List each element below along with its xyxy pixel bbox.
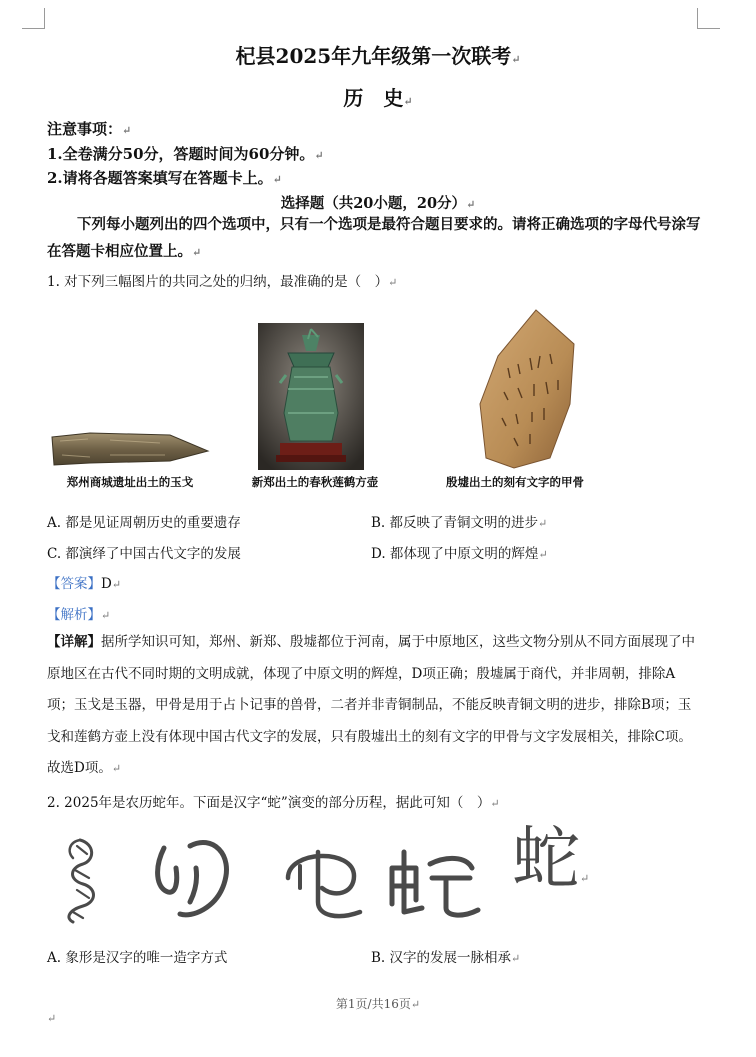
notice-item-2: 2.请将各题答案填写在答题卡上。↵ xyxy=(47,169,282,187)
snake-glyph-bronze xyxy=(150,828,240,928)
snake-glyph-clerical xyxy=(386,838,486,923)
subject-title: 历 史↵ xyxy=(343,86,413,110)
q1-answer: 【答案】D↵ xyxy=(47,576,122,592)
snake-glyph-oracle xyxy=(55,832,105,927)
notice-heading: 注意事项：↵ xyxy=(47,120,132,138)
crop-mark-top-left-h xyxy=(22,28,45,29)
crop-mark-top-left xyxy=(44,8,45,28)
crop-mark-top-right xyxy=(697,8,698,28)
q1-detail-label: 【详解】 xyxy=(47,634,101,650)
section-instruction: 下列每小题列出的四个选项中，只有一个选项是最符合题目要求的。请将正确选项的字母代号涂写在答题卡相应位置上。↵ xyxy=(47,216,701,260)
snake-glyph-seal xyxy=(278,832,368,927)
q1-option-c: C. 都演绎了中国古代文字的发展 xyxy=(47,546,241,562)
jade-ge-image xyxy=(50,425,210,475)
oracle-bone-image xyxy=(478,308,578,470)
exam-title: 杞县2025年九年级第一次联考↵ xyxy=(235,44,521,68)
section-heading: 选择题（共20小题，20分）↵ xyxy=(280,195,476,212)
q2-option-a: A. 象形是汉字的唯一造字方式 xyxy=(47,950,228,966)
q1-caption-2: 新郑出土的春秋莲鹤方壶 xyxy=(251,475,379,489)
q1-caption-3: 殷墟出土的刻有文字的甲骨 xyxy=(446,475,584,489)
q1-option-d: D. 都体现了中原文明的辉煌↵ xyxy=(371,546,548,562)
q1-analysis-label: 【解析】↵ xyxy=(47,607,111,623)
notice-item-1: 1.全卷满分50分，答题时间为60分钟。↵ xyxy=(47,145,324,163)
q2-stem: 2. 2025年是农历蛇年。下面是汉字“蛇”演变的部分历程，据此可知（ ）↵ xyxy=(47,795,500,811)
q1-detail-text: 据所学知识可知，郑州、新郑、殷墟都位于河南，属于中原地区，这些文物分别从不同方面展现了中原地区在古代不同时期的文明成就，体现了中原文明的辉煌，D项正确；殷墟属于商代，并非周朝，排除A项；玉戈是玉器，甲骨是用于占卜记事的兽骨，二者并非青铜制品，不能反映青铜文明的进步，排除B项；玉戈和莲鹤方壶上没有体现中国古代文字的发展，只有殷墟出土的刻有文字的甲骨与文字发展相关，排除C项。故选D项。 xyxy=(47,634,695,776)
q1-stem: 1. 对下列三幅图片的共同之处的归纳，最准确的是（ ）↵ xyxy=(47,274,398,290)
q2-option-b: B. 汉字的发展一脉相承↵ xyxy=(371,950,521,966)
end-paragraph-mark: ↵ xyxy=(47,1012,57,1025)
snake-glyph-regular: 蛇↵ xyxy=(512,820,590,899)
page-footer: 第1页/共16页↵ xyxy=(335,997,421,1011)
bronze-hu-image xyxy=(258,323,364,470)
crop-mark-top-right-h xyxy=(697,28,720,29)
q1-option-a: A. 都是见证周朝历史的重要遗存 xyxy=(47,515,241,531)
q1-caption-1: 郑州商城遗址出土的玉戈 xyxy=(66,475,194,489)
q1-option-b: B. 都反映了青铜文明的进步↵ xyxy=(371,515,548,531)
q1-detail: 【详解】据所学知识可知，郑州、新郑、殷墟都位于河南，属于中原地区，这些文物分别从不同方面展现了中原地区在古代不同时期的文明成就，体现了中原文明的辉煌，D项正确；殷墟属于商代，并非周朝，排除A项；玉戈是玉器，甲骨是用于占卜记事的兽骨，二者并非青铜制品，不能反映青铜文明的进步，排除B项；玉戈和莲鹤方壶上没有体现中国古代文字的发展，只有殷墟出土的刻有文字的甲骨与文字发展相关，排除C项。故选D项。↵ xyxy=(47,634,695,776)
